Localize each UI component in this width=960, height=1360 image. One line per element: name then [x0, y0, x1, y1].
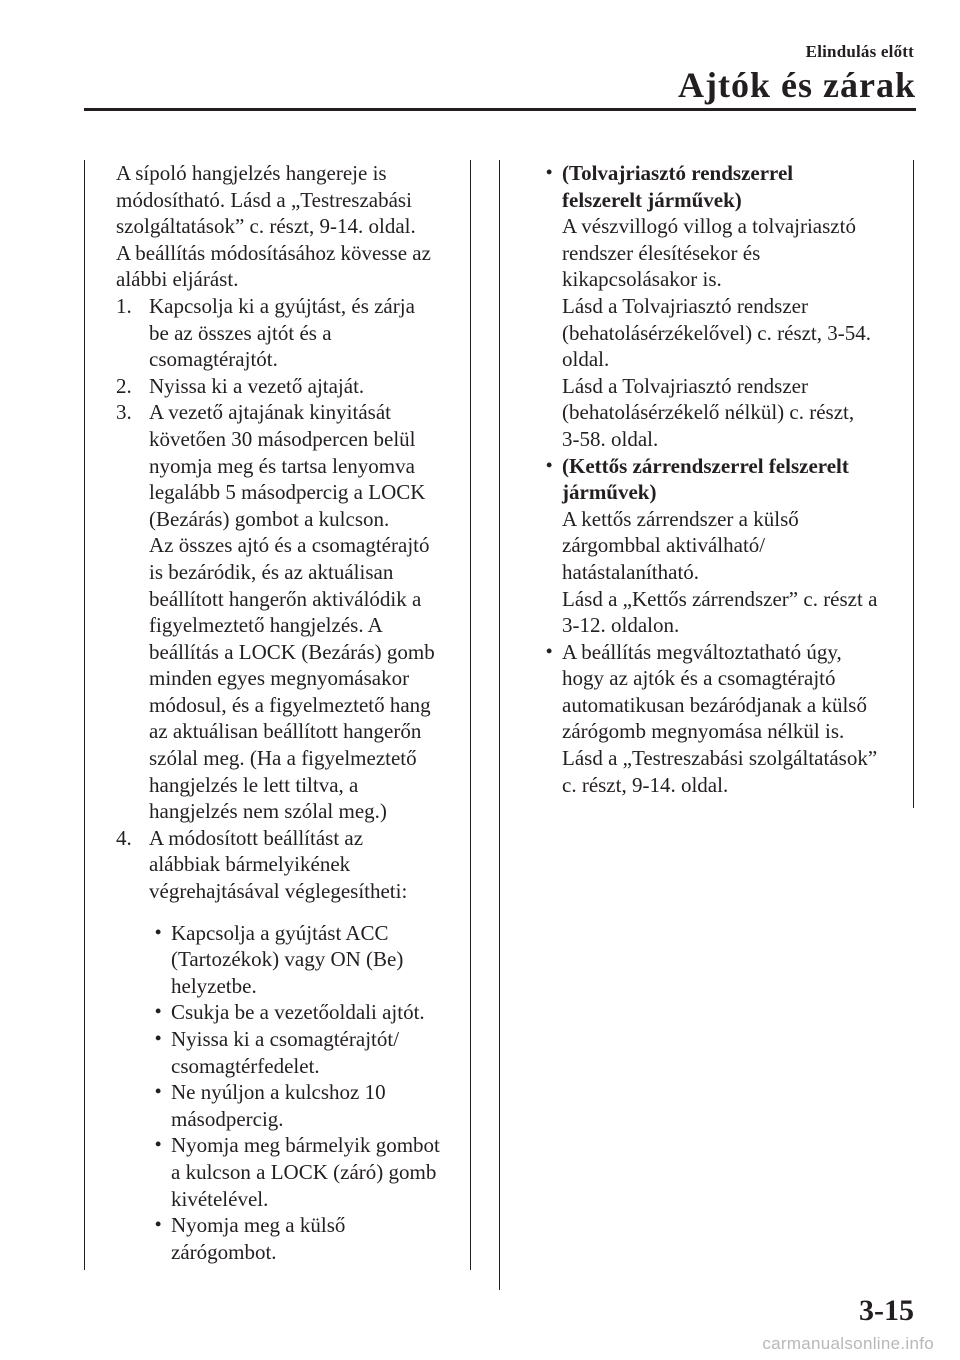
bullet-line: (behatolásérzékelő nélkül) c. részt, [562, 400, 855, 425]
bullet-line: Lásd a Tolvajriasztó rendszer [562, 373, 808, 398]
bullet-line: Lásd a „Kettős zárrendszer” c. részt a [562, 586, 878, 611]
right-column-rule [913, 160, 914, 808]
step-line: Az összes ajtó és a csomagtérajtó [149, 533, 430, 558]
step-number: 3. [116, 400, 132, 425]
bullet-line: hatástalanítható. [562, 559, 700, 584]
step-number: 2. [116, 373, 132, 398]
step-4 [116, 825, 466, 905]
intro-line: szolgáltatások” c. részt, 9-14. oldal. [116, 214, 416, 239]
header-rule [84, 108, 916, 111]
bullet-heading: felszerelt járművek) [562, 187, 742, 212]
bullet-line: A kettős zárrendszer a külső [562, 506, 799, 531]
step-line: A vezető ajtajának kinyitását [149, 400, 391, 425]
right-column [546, 160, 908, 798]
step-line: A módosított beállítást az [149, 825, 364, 850]
bullet-icon: • [546, 162, 553, 182]
intro-line: módosítható. Lásd a „Testreszabási [116, 187, 412, 212]
bullet-item-auto-lock [546, 639, 908, 799]
bullet-line: oldal. [562, 347, 610, 372]
step-line: csomagtérajtót. [149, 347, 278, 372]
step-line: az aktuálisan beállított hangerőn [149, 719, 422, 744]
bullet-line: 3-58. oldal. [562, 426, 659, 451]
center-right-rule [499, 160, 500, 1290]
step-line: nyomja meg és tartsa lenyomva [149, 453, 415, 478]
bullet-icon: • [155, 1134, 162, 1155]
bullet-line: A beállítás megváltoztatható úgy, [562, 639, 842, 664]
step-line: Kapcsolja ki a gyújtást, és zárja [149, 293, 415, 318]
bullet-line: helyzetbe. [171, 973, 257, 998]
intro-line: A sípoló hangjelzés hangereje is [116, 161, 387, 185]
bullet-line: zárógombot. [171, 1239, 277, 1264]
bullet-icon: • [546, 640, 553, 661]
watermark: carmanualsonline.info [762, 1334, 934, 1353]
step-1 [116, 293, 466, 373]
intro-line: A beállítás módosításához kövesse az [116, 240, 431, 265]
bullet-line: hogy az ajtók és a csomagtérajtó [562, 666, 836, 691]
step-line: szólal meg. (Ha a figyelmeztető [149, 746, 417, 771]
bullet-line: (Tartozékok) vagy ON (Be) [171, 947, 404, 972]
bullet-icon: • [155, 1028, 162, 1048]
step-line: is bezáródik, és az aktuálisan [149, 559, 394, 584]
bullet-line: Lásd a Tolvajriasztó rendszer [562, 293, 808, 318]
bullet-line: A vészvillogó villog a tolvajriasztó [562, 214, 856, 239]
sub-bullet-item [155, 1132, 466, 1212]
intro-paragraph [116, 160, 466, 293]
left-column [116, 160, 466, 1265]
sub-bullet-item [155, 1026, 466, 1079]
bullet-icon: • [155, 1081, 162, 1102]
bullet-line: kikapcsolásakor is. [562, 267, 722, 292]
bullet-line: kivételével. [171, 1186, 269, 1211]
step-2 [116, 373, 466, 400]
section-label: Elindulás előtt [805, 42, 914, 61]
bullet-line: (behatolásérzékelővel) c. részt, 3-54. [562, 320, 872, 345]
bullet-line: Nyomja meg bármelyik gombot [171, 1133, 440, 1158]
bullet-line: Kapcsolja a gyújtást ACC [171, 920, 389, 945]
bullet-icon: • [546, 454, 553, 475]
sub-bullet-item [155, 1079, 466, 1132]
page-number: 3-15 [859, 1294, 914, 1327]
bullet-item-double-lock [546, 453, 908, 639]
step-line: követően 30 másodpercen belül [149, 426, 416, 451]
intro-line: alábbi eljárást. [116, 267, 239, 292]
step-number: 1. [116, 293, 132, 318]
step-line: figyelmeztető hangjelzés. A [149, 613, 383, 638]
step-number: 4. [116, 825, 132, 850]
step-line: végrehajtásával véglegesítheti: [149, 879, 408, 904]
bullet-icon: • [155, 921, 162, 942]
bullet-line: automatikusan bezáródjanak a külső [562, 692, 867, 717]
step-line: legalább 5 másodpercig a LOCK [149, 480, 426, 505]
bullet-icon: • [155, 1214, 162, 1235]
bullet-line: zárgombbal aktiválható/ [562, 533, 766, 558]
step-line: hangjelzés le lett tiltva, a [149, 772, 359, 797]
chapter-title: Ajtók és zárak [678, 65, 916, 105]
bullet-line: 3-12. oldalon. [562, 613, 680, 638]
bullet-line: rendszer élesítésekor és [562, 240, 761, 265]
bullet-heading: járművek) [562, 480, 657, 505]
bullet-line: Nyomja meg a külső [171, 1213, 346, 1238]
step-line: (Bezárás) gombot a kulcson. [149, 506, 390, 531]
step-line: módosul, és a figyelmeztető hang [149, 692, 431, 717]
step-line: beállított hangerőn aktiválódik a [149, 586, 422, 611]
bullet-line: zárógomb megnyomása nélkül is. [562, 719, 845, 744]
bullet-line: c. részt, 9-14. oldal. [562, 772, 729, 797]
sub-bullet-item [155, 1212, 466, 1265]
bullet-line: csomagtérfedelet. [171, 1053, 320, 1078]
left-column-rule [84, 160, 85, 1270]
sub-bullet-item [155, 920, 466, 1000]
bullet-heading: (Tolvajriasztó rendszerrel [562, 161, 794, 185]
step-line: be az összes ajtót és a [149, 320, 332, 345]
sub-bullet-list [116, 920, 466, 1266]
bullet-heading: (Kettős zárrendszerrel felszerelt [562, 453, 849, 478]
bullet-item-theft-alarm [546, 160, 908, 453]
step-line: hangjelzés nem szólal meg.) [149, 799, 387, 824]
center-left-rule [470, 160, 471, 1270]
step-line: alábbiak bármelyikének [149, 852, 351, 877]
bullet-line: másodpercig. [171, 1106, 284, 1131]
bullet-icon: • [155, 1001, 162, 1022]
step-line: minden egyes megnyomásakor [149, 666, 410, 691]
step-line: beállítás a LOCK (Bezárás) gomb [149, 639, 435, 664]
bullet-line: Nyissa ki a csomagtérajtót/ [171, 1027, 400, 1051]
step-line: Nyissa ki a vezető ajtaját. [149, 373, 365, 398]
bullet-line: Csukja be a vezetőoldali ajtót. [171, 1000, 425, 1025]
bullet-line: Ne nyúljon a kulcshoz 10 [171, 1080, 386, 1105]
sub-bullet-item [155, 999, 466, 1026]
step-3 [116, 399, 466, 825]
bullet-line: a kulcson a LOCK (záró) gomb [171, 1159, 437, 1184]
bullet-line: Lásd a „Testreszabási szolgáltatások” [562, 746, 878, 771]
